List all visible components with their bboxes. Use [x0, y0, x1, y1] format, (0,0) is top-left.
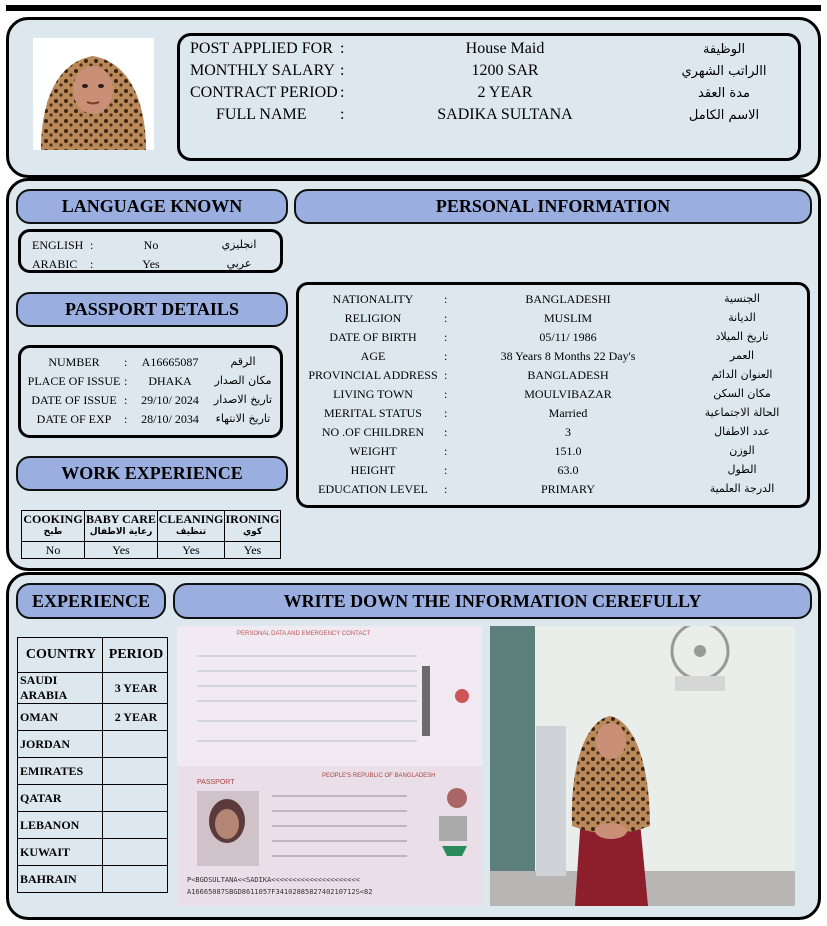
personal-label: PROVINCIAL ADDRESS	[308, 368, 438, 382]
header-colon: :	[340, 40, 345, 57]
experience-period: 2 YEAR	[103, 704, 168, 731]
work-col-cooking: COOKING	[23, 512, 83, 526]
experience-country: LEBANON	[18, 812, 103, 839]
col-period: PERIOD	[103, 638, 168, 673]
language-title: LANGUAGE KNOWN	[16, 189, 288, 224]
personal-value: BANGLADESH	[527, 368, 609, 382]
passport-label: PLACE OF ISSUE	[27, 374, 121, 388]
passport-doc-label: PASSPORT	[197, 779, 235, 786]
personal-label: LIVING TOWN	[333, 387, 413, 401]
personal-label: DATE OF BIRTH	[329, 330, 417, 344]
personal-label: WEIGHT	[349, 444, 397, 458]
experience-period	[103, 866, 168, 893]
personal-arabic: تاريخ الميلاد	[715, 330, 769, 343]
passport-arabic: مكان الصدار	[214, 374, 272, 387]
personal-label: HEIGHT	[350, 463, 396, 477]
passport-mrz-line1: P<BGDSULTANA<<SADIKA<<<<<<<<<<<<<<<<<<<<<	[187, 876, 360, 884]
personal-value: MUSLIM	[543, 311, 593, 325]
work-val-babycare: Yes	[85, 542, 158, 559]
experience-country: SAUDI ARABIA	[18, 673, 103, 704]
instructions-banner: WRITE DOWN THE INFORMATION CEREFULLY	[173, 583, 812, 619]
personal-value: 63.0	[557, 463, 579, 477]
personal-arabic: الجنسية	[724, 292, 760, 305]
work-col-ironing-ar: كوي	[242, 527, 263, 537]
experience-period	[103, 839, 168, 866]
work-table-wrap	[21, 510, 281, 559]
passport-colon: :	[124, 374, 128, 388]
full-body-photo	[490, 626, 795, 906]
personal-arabic: الطول	[727, 463, 757, 476]
work-col-cooking-ar: طبخ	[43, 527, 63, 537]
experience-country: OMAN	[18, 704, 103, 731]
passport-arabic: تاريخ الاصدار	[213, 393, 273, 406]
passport-colon: :	[124, 412, 128, 426]
passport-country-line: PEOPLE'S REPUBLIC OF BANGLADESH	[322, 773, 436, 779]
personal-colon: :	[444, 482, 448, 496]
passport-colon: :	[124, 355, 128, 369]
personal-value: 05/11/ 1986	[539, 330, 597, 344]
experience-table-wrap	[17, 637, 168, 893]
experience-period	[103, 758, 168, 785]
personal-colon: :	[444, 292, 448, 306]
passport-section-title: PERSONAL DATA AND EMERGENCY CONTACT	[237, 631, 371, 637]
personal-arabic: العمر	[729, 349, 755, 362]
header-value: 2 YEAR	[477, 84, 533, 101]
header-arabic: االراتب الشهري	[681, 64, 767, 79]
experience-country: BAHRAIN	[18, 866, 103, 893]
personal-arabic: العنوان الدائم	[711, 368, 773, 381]
experience-country: KUWAIT	[18, 839, 103, 866]
header-label: FULL NAME	[216, 106, 307, 123]
language-value: Yes	[142, 257, 160, 271]
personal-colon: :	[444, 311, 448, 325]
experience-row	[18, 704, 168, 731]
personal-colon: :	[444, 330, 448, 344]
experience-period	[103, 785, 168, 812]
passport-value: A16665087	[141, 355, 199, 369]
passport-label: NUMBER	[48, 355, 100, 369]
personal-value: 3	[565, 425, 571, 439]
experience-country: EMIRATES	[18, 758, 103, 785]
language-colon: :	[90, 257, 94, 271]
language-arabic: انجليزي	[221, 238, 257, 251]
personal-colon: :	[444, 368, 448, 382]
passport-label: DATE OF EXP	[36, 412, 112, 426]
header-label: CONTRACT PERIOD	[190, 84, 338, 101]
passport-colon: :	[124, 393, 128, 407]
personal-title: PERSONAL INFORMATION	[294, 189, 812, 224]
personal-colon: :	[444, 387, 448, 401]
personal-arabic: الديانة	[728, 311, 756, 324]
passport-mrz-line2: A16665087SBGD8611057F3410288582740210712S<82	[187, 888, 373, 896]
work-table	[21, 510, 281, 559]
experience-row	[18, 866, 168, 893]
language-label: ARABIC	[32, 257, 78, 271]
experience-row	[18, 673, 168, 704]
experience-period	[103, 731, 168, 758]
language-arabic: عربي	[226, 257, 252, 270]
header-arabic: الاسم الكامل	[688, 108, 760, 123]
personal-arabic: الوزن	[729, 444, 755, 457]
header-arabic: مدة العقد	[698, 86, 750, 101]
top-rule	[6, 5, 821, 11]
personal-label: NO .OF CHILDREN	[321, 425, 425, 439]
experience-title: EXPERIENCE	[16, 583, 166, 619]
header-colon: :	[340, 106, 345, 123]
work-col-cleaning: CLEANING	[158, 512, 224, 526]
applicant-photo	[33, 38, 154, 150]
personal-arabic: الدرجة العلمية	[709, 482, 775, 495]
work-col-cleaning-ar: تنظيف	[175, 527, 207, 537]
passport-scan-image	[177, 626, 482, 906]
passport-value: 29/10/ 2024	[141, 393, 199, 407]
personal-label: EDUCATION LEVEL	[318, 482, 428, 496]
header-label: POST APPLIED FOR	[190, 40, 333, 57]
personal-value: BANGLADESHI	[525, 292, 611, 306]
personal-arabic: عدد الاطفال	[714, 425, 770, 438]
header-label: MONTHLY SALARY	[190, 62, 335, 79]
personal-arabic: الحالة الاجتماعية	[704, 406, 780, 419]
personal-label: NATIONALITY	[332, 292, 414, 306]
experience-country: QATAR	[18, 785, 103, 812]
experience-row	[18, 785, 168, 812]
personal-colon: :	[444, 425, 448, 439]
personal-label: AGE	[360, 349, 386, 363]
language-label: ENGLISH	[32, 238, 84, 252]
personal-value: MOULVIBAZAR	[524, 387, 612, 401]
language-value: No	[143, 238, 159, 252]
personal-colon: :	[444, 349, 448, 363]
header-value: House Maid	[465, 40, 545, 57]
header-arabic: الوظيفة	[702, 42, 746, 57]
experience-row	[18, 839, 168, 866]
passport-arabic: الرقم	[230, 355, 256, 368]
passport-title: PASSPORT DETAILS	[16, 292, 288, 327]
experience-period: 3 YEAR	[103, 673, 168, 704]
personal-label: MERITAL STATUS	[324, 406, 422, 420]
experience-row	[18, 758, 168, 785]
header-value: 1200 SAR	[471, 62, 539, 79]
personal-value: 38 Years 8 Months 22 Day's	[500, 349, 636, 363]
header-value: SADIKA SULTANA	[437, 106, 573, 123]
work-val-cooking: No	[22, 542, 85, 559]
language-colon: :	[90, 238, 94, 252]
work-col-babycare: BABY CARE	[86, 512, 156, 526]
personal-arabic: مكان السكن	[713, 387, 771, 400]
header-colon: :	[340, 84, 345, 101]
experience-row	[18, 812, 168, 839]
work-val-ironing: Yes	[225, 542, 281, 559]
work-col-ironing: IRONING	[225, 512, 280, 526]
personal-colon: :	[444, 406, 448, 420]
passport-arabic: تاريخ الانتهاء	[215, 412, 271, 425]
col-country: COUNTRY	[18, 638, 103, 673]
work-title: WORK EXPERIENCE	[16, 456, 288, 491]
experience-table	[17, 637, 168, 893]
personal-value: 151.0	[554, 444, 582, 458]
work-col-babycare-ar: رعاية الاطفال	[89, 527, 153, 537]
personal-colon: :	[444, 463, 448, 477]
work-val-cleaning: Yes	[158, 542, 225, 559]
personal-colon: :	[444, 444, 448, 458]
experience-period	[103, 812, 168, 839]
passport-label: DATE OF ISSUE	[31, 393, 117, 407]
personal-value: PRIMARY	[540, 482, 596, 496]
passport-value: 28/10/ 2034	[141, 412, 199, 426]
personal-value: Married	[548, 406, 588, 420]
personal-label: RELIGION	[344, 311, 402, 325]
experience-country: JORDAN	[18, 731, 103, 758]
header-colon: :	[340, 62, 345, 79]
passport-value: DHAKA	[148, 374, 192, 388]
experience-row	[18, 731, 168, 758]
